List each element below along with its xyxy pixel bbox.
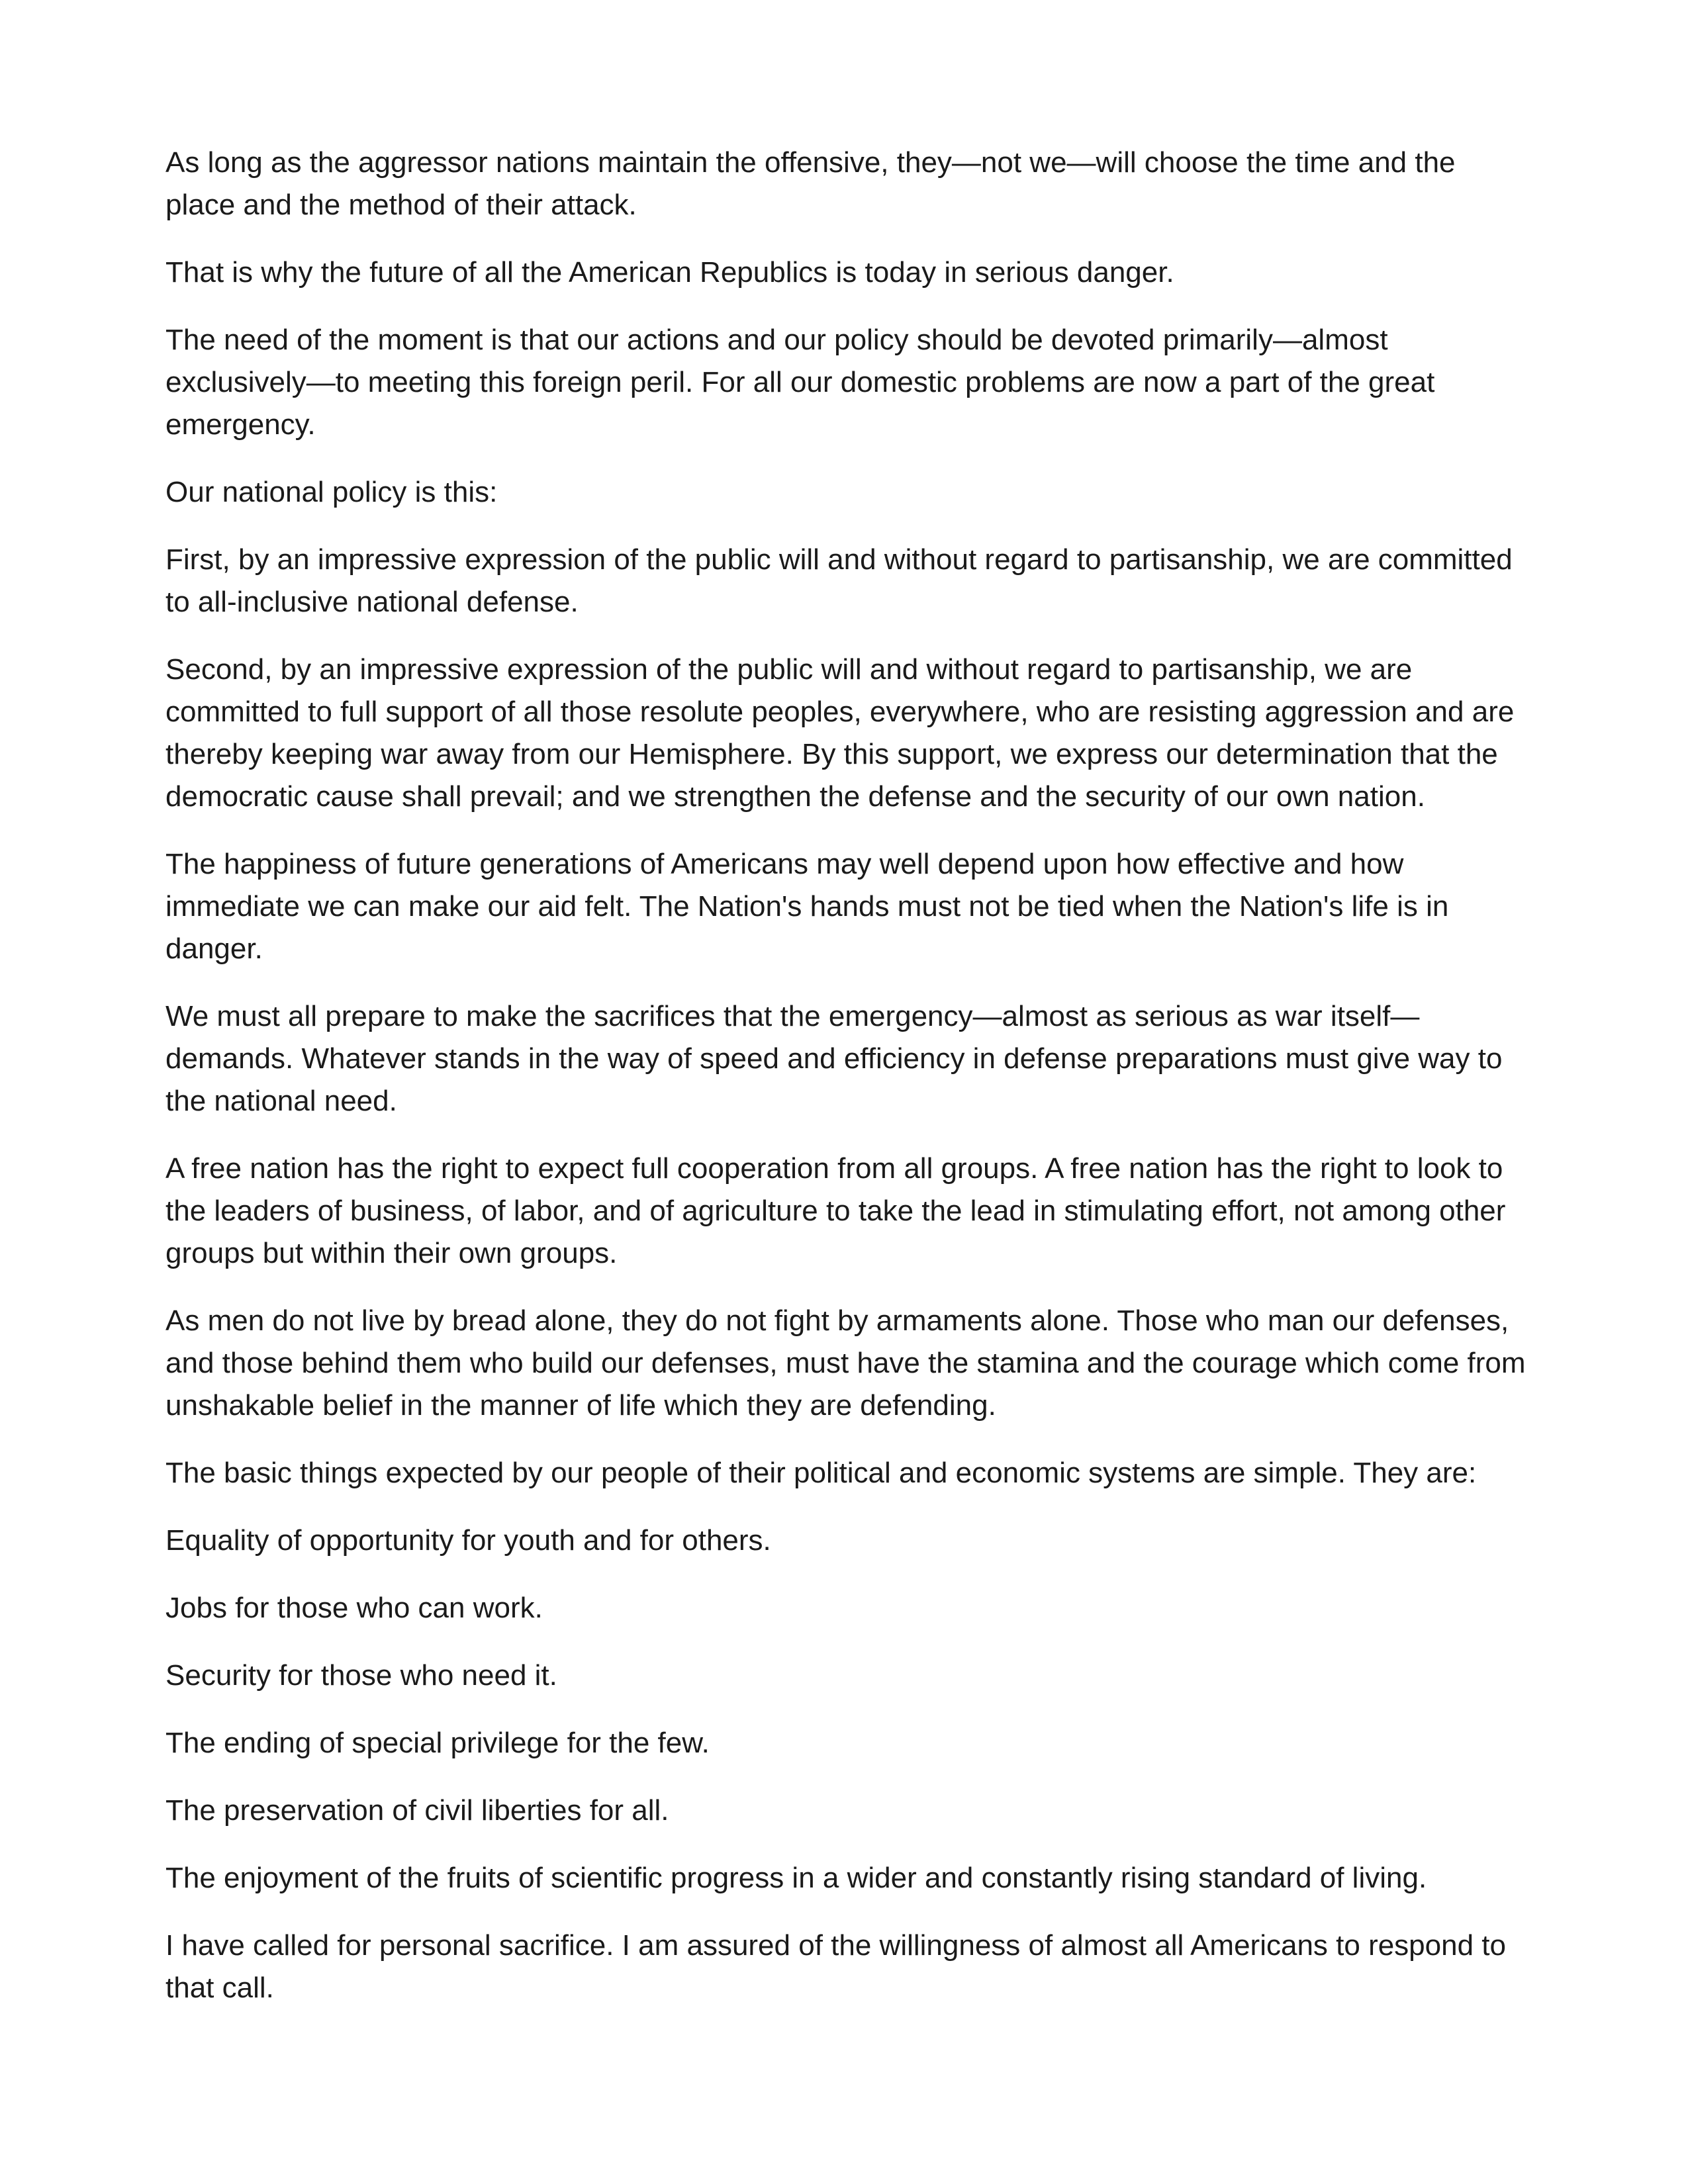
paragraph-sacrifices: We must all prepare to make the sacrifices that the emergency—almost as serious as war itself—demands. Whatever stands in the way of speed and efficiency in defense preparations must give way to the national need. — [165, 1000, 1503, 1117]
paragraph-first-point: First, by an impressive expression of the public will and without regard to partisanship, we are committed to all-inclusive national defense. — [165, 543, 1513, 618]
list-item-jobs: Jobs for those who can work. — [165, 1592, 543, 1624]
paragraph-personal-sacrifice: I have called for personal sacrifice. I am assured of the willingness of almost all Americans to respond to that call. — [165, 1929, 1506, 2004]
paragraph-basic-things: The basic things expected by our people of their political and economic systems are simple. They are: — [165, 1457, 1477, 1489]
paragraph-republics-danger: That is why the future of all the American Republics is today in serious danger. — [165, 256, 1174, 289]
paragraph-free-nation: A free nation has the right to expect full cooperation from all groups. A free nation has the right to look to the leaders of business, of labor, and of agriculture to take the lead in stimulating effort, not among other groups but within their own groups. — [165, 1152, 1506, 1269]
list-item-ending-privilege: The ending of special privilege for the few. — [165, 1727, 710, 1759]
list-item-civil-liberties: The preservation of civil liberties for all. — [165, 1794, 669, 1827]
list-item-security: Security for those who need it. — [165, 1659, 557, 1692]
paragraph-need-of-moment: The need of the moment is that our actions and our policy should be devoted primarily—almost exclusively—to meeting this foreign peril. For all our domestic problems are now a part of the great emergency. — [165, 324, 1435, 441]
paragraph-national-policy: Our national policy is this: — [165, 476, 498, 508]
list-item-scientific-progress: The enjoyment of the fruits of scientific progress in a wider and constantly rising standard of living. — [165, 1862, 1427, 1894]
paragraph-bread-alone: As men do not live by bread alone, they do not fight by armaments alone. Those who man our defenses, and those behind them who build our defenses, must have the stamina and the courage which come from unshakable belief in the manner of life which they are defending. — [165, 1304, 1526, 1422]
paragraph-aggressor-offensive: As long as the aggressor nations maintain the offensive, they—not we—will choose the time and the place and the method of their attack. — [165, 146, 1456, 221]
paragraph-second-point: Second, by an impressive expression of the public will and without regard to partisanship, we are committed to full support of all those resolute peoples, everywhere, who are resisting aggression and are thereby keeping war away from our Hemisphere. By this support, we express our determination that the democratic cause shall prevail; and we strengthen the defense and the security of our own nation. — [165, 653, 1515, 813]
paragraph-future-generations: The happiness of future generations of Americans may well depend upon how effective and how immediate we can make our aid felt. The Nation's hands must not be tied when the Nation's life is in danger. — [165, 848, 1449, 965]
list-item-equality: Equality of opportunity for youth and for others. — [165, 1524, 771, 1557]
document-page — [165, 142, 1529, 2034]
